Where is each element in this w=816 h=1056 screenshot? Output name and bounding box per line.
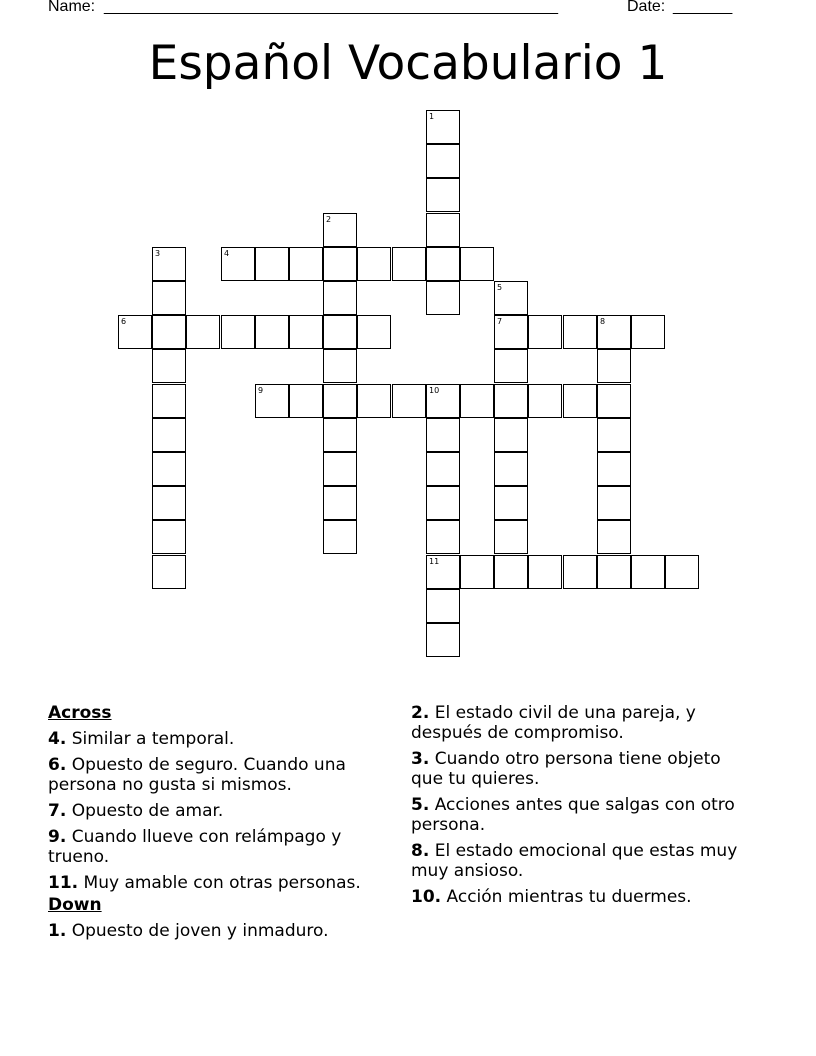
date-field[interactable]: _______: [673, 0, 732, 15]
crossword-cell[interactable]: [528, 315, 562, 349]
clue-across-11: [48, 873, 400, 893]
crossword-cell[interactable]: [323, 384, 357, 418]
crossword-cell[interactable]: [426, 486, 460, 520]
crossword-cell[interactable]: [426, 281, 460, 315]
clue-number: 9.: [48, 827, 67, 847]
crossword-cell[interactable]: [494, 349, 528, 383]
crossword-cell[interactable]: [494, 315, 528, 349]
clue-text: Cuando otro persona tiene objeto que tu quieres.: [411, 749, 721, 789]
crossword-cell[interactable]: [289, 384, 323, 418]
clue-text: El estado emocional que estas muy muy ansioso.: [411, 841, 738, 881]
clue-number: 2.: [411, 703, 430, 723]
clue-down-5: [411, 795, 751, 835]
crossword-cell[interactable]: [426, 589, 460, 623]
crossword-cell[interactable]: [152, 247, 186, 281]
crossword-cell[interactable]: [323, 349, 357, 383]
crossword-cell[interactable]: [494, 384, 528, 418]
clue-across-4: [48, 729, 400, 749]
crossword-cell[interactable]: [289, 247, 323, 281]
crossword-cell[interactable]: [255, 384, 289, 418]
crossword-cell[interactable]: [426, 520, 460, 554]
crossword-cell[interactable]: [563, 384, 597, 418]
crossword-cell[interactable]: [221, 247, 255, 281]
clue-number: 7.: [48, 801, 67, 821]
crossword-cell[interactable]: [631, 315, 665, 349]
crossword-cell[interactable]: [426, 213, 460, 247]
crossword-cell[interactable]: [323, 520, 357, 554]
crossword-cell[interactable]: [597, 452, 631, 486]
crossword-cell[interactable]: [152, 349, 186, 383]
crossword-cell[interactable]: [323, 315, 357, 349]
clue-number: 4.: [48, 729, 67, 749]
crossword-cell[interactable]: [426, 418, 460, 452]
crossword-cell[interactable]: [563, 555, 597, 589]
clue-number-label: 2: [326, 215, 332, 224]
clue-down-8: [411, 841, 751, 881]
across-heading: Across: [48, 703, 112, 723]
crossword-cell[interactable]: [563, 315, 597, 349]
crossword-cell[interactable]: [255, 315, 289, 349]
crossword-cell[interactable]: [494, 520, 528, 554]
clue-number: 5.: [411, 795, 430, 815]
crossword-cell[interactable]: [460, 247, 494, 281]
clue-number-label: 1: [429, 112, 435, 121]
crossword-cell[interactable]: [221, 315, 255, 349]
clue-text: El estado civil de una pareja, y después de compromiso.: [411, 703, 696, 743]
clue-number-label: 8: [600, 317, 606, 326]
crossword-cell[interactable]: [152, 520, 186, 554]
crossword-cell[interactable]: [323, 281, 357, 315]
clue-across-9: [48, 827, 400, 867]
clue-number-label: 7: [497, 317, 503, 326]
crossword-cell[interactable]: [597, 384, 631, 418]
clue-number-label: 9: [258, 386, 264, 395]
clue-text: Opuesto de seguro. Cuando una persona no gusta si mismos.: [48, 755, 346, 795]
crossword-cell[interactable]: [323, 247, 357, 281]
crossword-cell[interactable]: [426, 144, 460, 178]
crossword-cell[interactable]: [392, 384, 426, 418]
clue-number: 3.: [411, 749, 430, 769]
clue-number: 10.: [411, 887, 442, 907]
clue-number-label: 5: [497, 283, 503, 292]
clue-text: Muy amable con otras personas.: [83, 873, 361, 893]
clue-number: 11.: [48, 873, 79, 893]
clue-number: 6.: [48, 755, 67, 775]
crossword-cell[interactable]: [494, 486, 528, 520]
crossword-cell[interactable]: [152, 452, 186, 486]
crossword-cell[interactable]: [152, 486, 186, 520]
crossword-cell[interactable]: [152, 418, 186, 452]
date-label: Date:: [627, 0, 666, 15]
clue-number: 8.: [411, 841, 430, 861]
crossword-cell[interactable]: [357, 315, 391, 349]
crossword-cell[interactable]: [426, 555, 460, 589]
crossword-cell[interactable]: [665, 555, 699, 589]
crossword-cell[interactable]: [426, 452, 460, 486]
crossword-cell[interactable]: [118, 315, 152, 349]
clue-down-3: [411, 749, 751, 789]
clues-column-left: [48, 703, 400, 947]
clue-number-label: 10: [429, 386, 440, 395]
crossword-cell[interactable]: [426, 247, 460, 281]
clue-text: Opuesto de amar.: [71, 801, 224, 821]
crossword-cell[interactable]: [426, 384, 460, 418]
crossword-cell[interactable]: [323, 418, 357, 452]
crossword-cell[interactable]: [597, 486, 631, 520]
crossword-cell[interactable]: [426, 623, 460, 657]
crossword-cell[interactable]: [152, 281, 186, 315]
clue-number-label: 11: [429, 557, 440, 566]
crossword-cell[interactable]: [255, 247, 289, 281]
crossword-cell[interactable]: [152, 315, 186, 349]
crossword-cell[interactable]: [494, 452, 528, 486]
clue-across-7: [48, 801, 400, 821]
crossword-cell[interactable]: [152, 384, 186, 418]
crossword-cell[interactable]: [426, 178, 460, 212]
crossword-cell[interactable]: [597, 349, 631, 383]
clue-down-10: [411, 887, 751, 907]
clue-down-2: [411, 703, 751, 743]
crossword-cell[interactable]: [528, 384, 562, 418]
crossword-cell[interactable]: [323, 452, 357, 486]
crossword-cell[interactable]: [152, 555, 186, 589]
clue-number: 1.: [48, 921, 67, 941]
crossword-cell[interactable]: [426, 110, 460, 144]
name-label: Name:: [48, 0, 96, 15]
clue-down-1: [48, 921, 400, 941]
clue-text: Opuesto de joven y inmaduro.: [71, 921, 329, 941]
crossword-cell[interactable]: [357, 247, 391, 281]
clue-text: Acciones antes que salgas con otro persona.: [411, 795, 735, 835]
crossword-cell[interactable]: [597, 315, 631, 349]
crossword-cell[interactable]: [631, 555, 665, 589]
crossword-cell[interactable]: [460, 555, 494, 589]
down-heading: Down: [48, 895, 102, 915]
clue-text: Acción mientras tu duermes.: [446, 887, 692, 907]
crossword-cell[interactable]: [597, 418, 631, 452]
clues-column-right: [411, 703, 751, 913]
clue-number-label: 6: [121, 317, 127, 326]
crossword-cell[interactable]: [494, 555, 528, 589]
crossword-cell[interactable]: [357, 384, 391, 418]
clue-text: Similar a temporal.: [71, 729, 235, 749]
clue-across-6: [48, 755, 400, 795]
clue-text: Cuando llueve con relámpago y trueno.: [48, 827, 342, 867]
crossword-cell[interactable]: [392, 247, 426, 281]
clue-number-label: 3: [155, 249, 161, 258]
crossword-cell[interactable]: [494, 418, 528, 452]
crossword-cell[interactable]: [494, 281, 528, 315]
crossword-cell[interactable]: [597, 520, 631, 554]
crossword-cell[interactable]: [323, 486, 357, 520]
crossword-cell[interactable]: [323, 213, 357, 247]
crossword-cell[interactable]: [460, 384, 494, 418]
crossword-cell[interactable]: [597, 555, 631, 589]
crossword-cell[interactable]: [289, 315, 323, 349]
crossword-cell[interactable]: [528, 555, 562, 589]
crossword-cell[interactable]: [186, 315, 220, 349]
page-title: Español Vocabulario 1: [148, 36, 668, 91]
clue-number-label: 4: [224, 249, 230, 258]
name-field[interactable]: ______________________________________________________: [104, 0, 558, 15]
